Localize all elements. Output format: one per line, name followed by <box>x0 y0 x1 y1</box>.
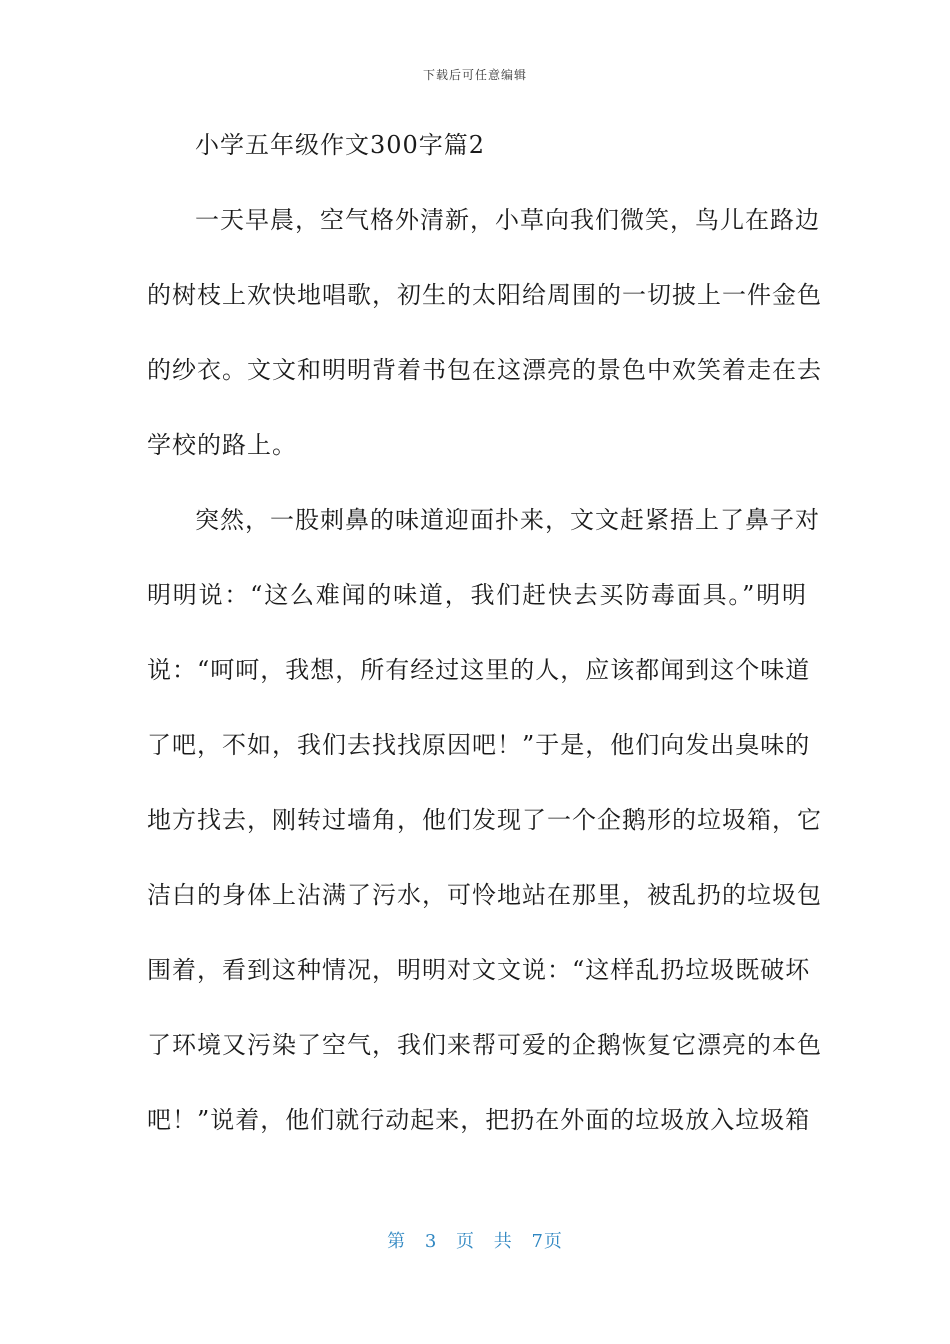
page-label-mid: 页 <box>456 1231 475 1252</box>
paragraph-line: 一天早晨，空气格外清新，小草向我们微笑，鸟儿在路边 <box>195 206 820 234</box>
paragraph-line: 说：“呵呵，我想，所有经过这里的人，应该都闻到这个味道 <box>147 656 811 684</box>
document-title: 小学五年级作文300字篇2 <box>195 131 486 159</box>
paragraph-line: 的纱衣。文文和明明背着书包在这漂亮的景色中欢笑着走在去 <box>147 356 822 384</box>
paragraph-line: 围着，看到这种情况，明明对文文说：“这样乱扔垃圾既破坏 <box>147 956 811 984</box>
paragraph-line: 突然，一股刺鼻的味道迎面扑来，文文赶紧捂上了鼻子对 <box>195 506 820 534</box>
total-label: 共 <box>493 1231 513 1252</box>
total-pages: 7页 <box>531 1231 563 1252</box>
current-page-number: 3 <box>424 1231 438 1252</box>
paragraph-line: 明明说：“这么难闻的味道，我们赶快去买防毒面具。”明明 <box>147 581 807 609</box>
paragraph-line: 了环境又污染了空气，我们来帮可爱的企鹅恢复它漂亮的本色 <box>147 1031 822 1059</box>
paragraph-line: 学校的路上。 <box>147 431 297 459</box>
paragraph-line: 的树枝上欢快地唱歌，初生的太阳给周围的一切披上一件金色 <box>147 281 822 309</box>
page-footer <box>0 1227 950 1253</box>
page-label-prefix: 第 <box>387 1231 407 1252</box>
header-note: 下载后可任意编辑 <box>422 68 527 82</box>
paragraph-line: 洁白的身体上沾满了污水，可怜地站在那里，被乱扔的垃圾包 <box>147 881 822 909</box>
paragraph-line: 了吧，不如，我们去找找原因吧！”于是，他们向发出臭味的 <box>147 731 811 759</box>
paragraph-line: 地方找去，刚转过墙角，他们发现了一个企鹅形的垃圾箱，它 <box>147 806 822 834</box>
paragraph-line: 吧！”说着，他们就行动起来，把扔在外面的垃圾放入垃圾箱 <box>147 1106 811 1134</box>
